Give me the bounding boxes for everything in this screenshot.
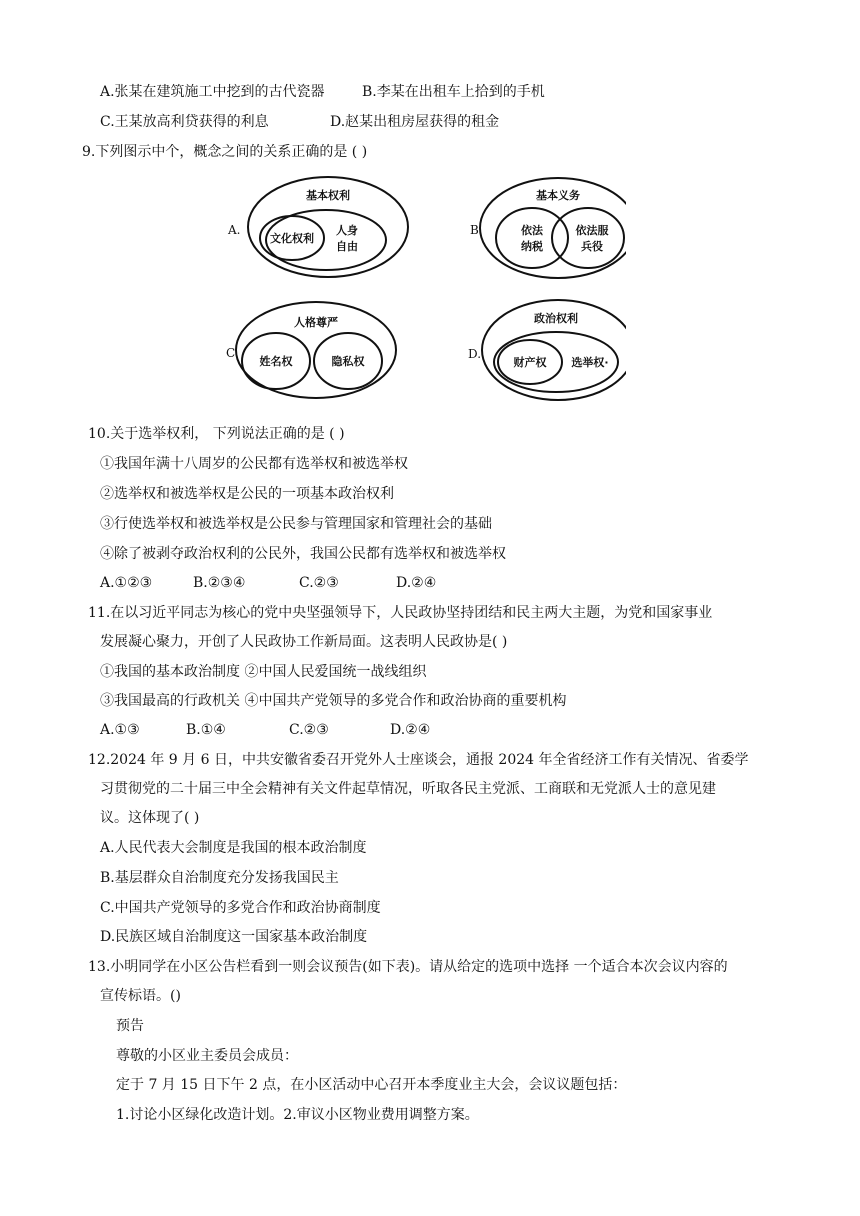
q12-option-a: A.人民代表大会制度是我国的根本政治制度 — [100, 840, 367, 856]
diagram-c-inner1-label: 姓名权 — [259, 355, 293, 368]
q12-option-b: B.基层群众自治制度充分发扬我国民主 — [100, 870, 339, 886]
diagram-c-inner2-label: 隐私权 — [331, 355, 365, 368]
q10-option-b: B.②③④ — [193, 575, 246, 591]
q10-item-2: ②选举权和被选举权是公民的一项基本政治权利 — [100, 486, 394, 502]
q9-diagrams — [226, 172, 626, 402]
q11-stem-line2: 发展凝心聚力，开创了人民政协工作新局面。这表明人民政协是( ) — [100, 634, 508, 650]
q10-item-1: ①我国年满十八周岁的公民都有选举权和被选举权 — [100, 456, 408, 472]
q10-item-3: ③行使选举权和被选举权是公民参与管理国家和管理社会的基础 — [100, 516, 492, 532]
q10-option-c: C.②③ — [299, 575, 339, 591]
diagram-a-letter: A. — [228, 223, 241, 237]
q13-notice-body: 定于 7 月 15 日下午 2 点，在小区活动中心召开本季度业主大会，会议议题包括： — [116, 1077, 627, 1093]
diagram-a-inner1-label: 文化权利 — [270, 232, 314, 245]
q11-option-b: B.①④ — [186, 722, 226, 738]
diagram-b-inner1-line1: 依法 — [521, 224, 543, 237]
diagram-d-inner1-label: 财产权 — [513, 356, 547, 369]
q12-option-c: C.中国共产党领导的多党合作和政治协商制度 — [100, 900, 381, 916]
q13-notice-title: 预告 — [116, 1018, 144, 1034]
diagram-b — [470, 178, 626, 278]
q10-item-4: ④除了被剥夺政治权利的公民外，我国公民都有选举权和被选举权 — [100, 546, 506, 562]
q12-stem-line2: 习贯彻党的二十届三中全会精神有关文件起草情况，听取各民主党派、工商联和无党派人士的意见建 — [100, 781, 716, 797]
diagram-c — [226, 302, 396, 398]
q11-items-line2: ③我国最高的行政机关 ④中国共产党领导的多党合作和政治协商的重要机构 — [100, 693, 567, 709]
q12-option-d: D.民族区域自治制度这一国家基本政治制度 — [100, 929, 368, 945]
q10-option-a: A.①②③ — [100, 575, 153, 591]
q13-notice-topics: 1.讨论小区绿化改造计划。2.审议小区物业费用调整方案。 — [116, 1107, 479, 1123]
diagram-c-outer-label: 人格尊严 — [294, 316, 338, 329]
diagram-b-inner1-line2: 纳税 — [521, 240, 543, 253]
q13-stem-line1: 13.小明同学在小区公告栏看到一则会议预告(如下表)。请从给定的选项中选择 一个适合本次会议内容的 — [88, 959, 728, 975]
q11-option-a: A.①③ — [100, 722, 140, 738]
q8-option-d: D.赵某出租房屋获得的租金 — [330, 114, 500, 130]
q12-stem-line1: 12.2024 年 9 月 6 日，中共安徽省委召开党外人士座谈会，通报 2024 年全省经济工作有关情况、省委学 — [88, 752, 749, 768]
diagram-b-inner2-line2: 兵役 — [581, 240, 603, 253]
diagram-b-inner2-line1: 依法服 — [575, 224, 609, 237]
diagram-d-inner2-label: 选举权· — [571, 356, 609, 369]
q11-option-c: C.②③ — [289, 722, 329, 738]
q10-stem: 10.关于选举权利， 下列说法正确的是 ( ) — [88, 426, 345, 442]
q8-option-b: B.李某在出租车上拾到的手机 — [362, 84, 545, 100]
q8-option-a: A.张某在建筑施工中挖到的古代瓷器 — [100, 84, 325, 100]
diagram-c-letter: C. — [226, 346, 239, 360]
diagram-a-inner2-line2: 自由 — [336, 240, 358, 253]
q9-stem: 9.下列图示中个，概念之间的关系正确的是 ( ) — [82, 144, 368, 160]
q11-option-d: D.②④ — [390, 722, 431, 738]
q13-notice-greeting: 尊敬的小区业主委员会成员： — [116, 1048, 298, 1064]
q12-stem-line3: 议。这体现了( ) — [100, 810, 200, 826]
diagram-a-inner2-line1: 人身 — [336, 224, 358, 237]
q11-items-line1: ①我国的基本政治制度 ②中国人民爱国统一战线组织 — [100, 664, 427, 680]
diagram-d — [468, 300, 626, 400]
diagram-b-letter: B. — [470, 223, 483, 237]
diagram-b-outer-label: 基本义务 — [536, 189, 580, 202]
diagram-a-outer-label: 基本权利 — [306, 189, 350, 202]
diagram-a — [227, 177, 408, 277]
diagram-d-outer-label: 政治权利 — [534, 312, 578, 325]
q11-stem-line1: 11.在以习近平同志为核心的党中央坚强领导下，人民政协坚持团结和民主两大主题，为党和国家事业 — [88, 605, 713, 621]
q8-option-c: C.王某放高利贷获得的利息 — [100, 114, 269, 130]
q13-stem-line2: 宣传标语。() — [100, 988, 181, 1004]
q10-option-d: D.②④ — [396, 575, 437, 591]
diagram-d-letter: D. — [468, 347, 482, 361]
